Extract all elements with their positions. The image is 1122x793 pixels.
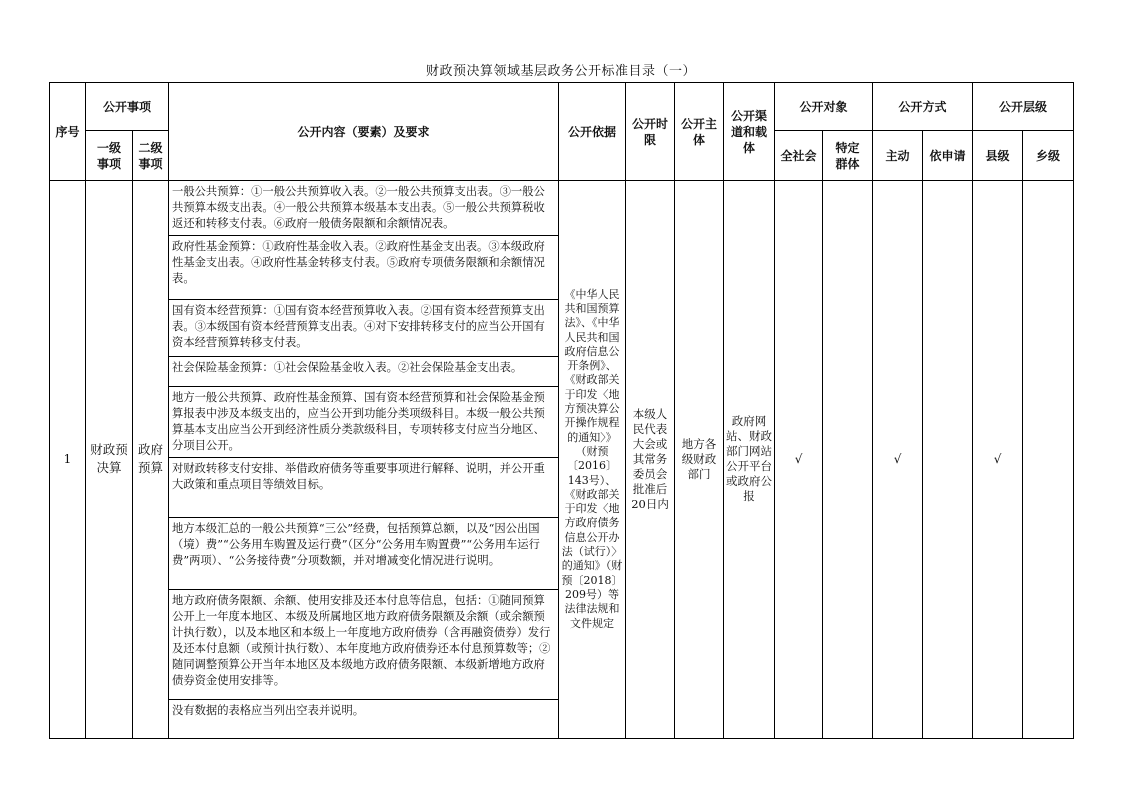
document-title: 财政预决算领域基层政务公开标准目录（一） — [425, 64, 696, 79]
content-item: 一般公共预算：①一般公共预算收入表。②一般公共预算支出表。③一般公共预算本级支出表。④一般公共预算本级基本支出表。⑤一般公共预算税收返还和转移支付表。⑥政府一般债务限额和余额情况表。 — [172, 185, 545, 230]
row-level1: 财政预决算 — [86, 181, 133, 739]
row-subject: 地方各级财政部门 — [675, 181, 724, 739]
row-method-apply — [923, 181, 973, 739]
row-method-active-check: √ — [873, 181, 923, 739]
row-target-all-check: √ — [775, 181, 823, 739]
row-seq: 1 — [50, 181, 86, 739]
content-item: 没有数据的表格应当列出空表并说明。 — [169, 700, 558, 738]
content-item: 社会保险基金预算：①社会保险基金收入表。②社会保险基金支出表。 — [169, 357, 558, 387]
header-target-specific: 特定群体 — [823, 131, 873, 181]
row-time: 本级人民代表大会或其常务委员会批准后20日内 — [626, 181, 675, 739]
header-matter: 公开事项 — [86, 83, 169, 131]
content-item: 国有资本经营预算：①国有资本经营预算收入表。②国有资本经营预算支出表。③本级国有资本经营预算支出表。④对下安排转移支付的应当公开国有资本经营预算转移支付表。 — [169, 300, 558, 357]
row-target-specific — [823, 181, 873, 739]
content-requirements-list — [169, 181, 558, 738]
header-time: 公开时限 — [626, 83, 675, 181]
header-subject: 公开主体 — [675, 83, 724, 181]
content-item: 地方本级汇总的一般公共预算“三公”经费，包括预算总额，以及“因公出国（境）费”“公务用车购置及运行费”（区分“公务用车购置费”“公务用车运行费”两项）、“公务接待费”分项数额，并对增减变化情况进行说明。 — [169, 518, 558, 590]
header-tier: 公开层级 — [973, 83, 1074, 131]
row-channel: 政府网站、财政部门网站公开平台或政府公报 — [724, 181, 775, 739]
header-channel: 公开渠道和载体 — [724, 83, 775, 181]
header-seq: 序号 — [50, 83, 86, 181]
row-basis: 《中华人民共和国预算法》、《中华人民共和国政府信息公开条例》、《财政部关于印发〈地方预决算公开操作规程的通知〉》（财预〔2016〕143号）、《财政部关于印发〈地方政府债务信息公开办法（试行）〉的通知》（财预〔2018〕209号）等法律法规和文件规定 — [559, 181, 626, 739]
header-method-active: 主动 — [873, 131, 923, 181]
header-target-all: 全社会 — [775, 131, 823, 181]
content-item: 地方政府债务限额、余额、使用安排及还本付息等信息，包括：①随同预算公开上一年度本地区、本级及所属地区地方政府债务限额及余额（或余额预计执行数），以及本地区和本级上一年度地方政府债券（含再融资债券）发行及还本付息额（或预计执行数）、本年度地方政府债券还本付息预算数等；②随同调整预算公开当年本地区及本级地方政府债务限额、本级新增地方政府债券资金使用安排等。 — [169, 590, 558, 700]
content-item: 政府性基金预算：①政府性基金收入表。②政府性基金支出表。③本级政府性基金支出表。④政府性基金转移支付表。⑤政府专项债务限额和余额情况表。 — [169, 236, 558, 300]
header-level1: 一级事项 — [86, 131, 133, 181]
content-requirements-cell — [169, 181, 559, 739]
content-item: 对财政转移支付安排、举借政府债务等重要事项进行解释、说明，并公开重大政策和重点项目等绩效目标。 — [169, 458, 558, 518]
header-basis: 公开依据 — [559, 83, 626, 181]
header-method-apply: 依申请 — [923, 131, 973, 181]
header-target: 公开对象 — [775, 83, 873, 131]
header-content: 公开内容（要素）及要求 — [169, 83, 559, 181]
header-tier-township: 乡级 — [1023, 131, 1074, 181]
row-tier-county-check: √ — [973, 181, 1023, 739]
disclosure-catalog-table — [49, 82, 1074, 739]
header-level2: 二级事项 — [133, 131, 169, 181]
content-item: 地方一般公共预算、政府性基金预算、国有资本经营预算和社会保险基金预算报表中涉及本级支出的，应当公开到功能分类项级科目。本级一般公共预算基本支出应当公开到经济性质分类款级科目，专项转移支付应当分地区、分项目公开。 — [169, 387, 558, 458]
row-tier-township — [1023, 181, 1074, 739]
row-level2: 政府预算 — [133, 181, 169, 739]
header-method: 公开方式 — [873, 83, 973, 131]
header-tier-county: 县级 — [973, 131, 1023, 181]
